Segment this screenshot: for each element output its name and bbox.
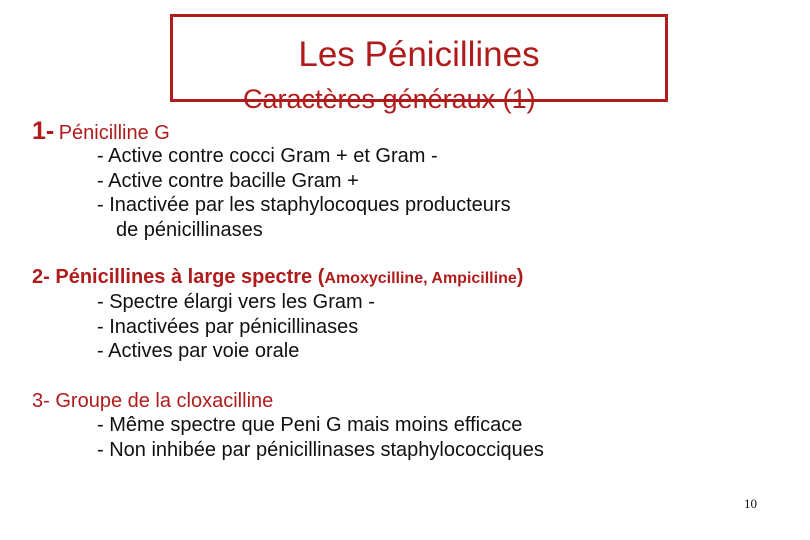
section-2-drugs: Amoxycilline, Ampicilline (324, 270, 517, 287)
section-1-number: 1- (32, 117, 55, 145)
section-2-paren-close: ) (516, 266, 524, 288)
title-box (170, 14, 668, 114)
page-title: Les Pénicillines (298, 35, 540, 74)
section-3-title: Groupe de la cloxacilline (55, 390, 274, 412)
section-1-list (97, 144, 511, 242)
section-2-paren-open: ( (317, 266, 325, 288)
list-item: - Spectre élargi vers les Gram - (97, 291, 375, 313)
list-item: - Inactivée par les staphylocoques producteurs (97, 194, 511, 216)
list-item: - Active contre bacille Gram + (97, 169, 359, 192)
list-item: - Même spectre que Peni G mais moins efficace (97, 414, 523, 436)
section-2-title: Pénicillines à large spectre (55, 266, 313, 288)
section-3-number: 3- (32, 390, 50, 412)
page-number: 10 (744, 496, 757, 511)
section-3-list (97, 413, 544, 462)
list-item: - Inactivées par pénicillinases (97, 315, 359, 338)
section-2-number: 2- (32, 266, 50, 288)
list-item: - Actives par voie orale (97, 340, 300, 362)
list-item: - Active contre cocci Gram + et Gram - (97, 145, 438, 167)
list-item: - Non inhibée par pénicillinases staphylococciques (97, 438, 544, 461)
section-2-list (97, 290, 375, 364)
list-item: de pénicillinases (116, 218, 263, 241)
section-3-heading (32, 386, 273, 416)
page-subtitle: Caractères généraux (1) (243, 84, 536, 114)
section-1-title: Pénicilline G (58, 122, 170, 144)
